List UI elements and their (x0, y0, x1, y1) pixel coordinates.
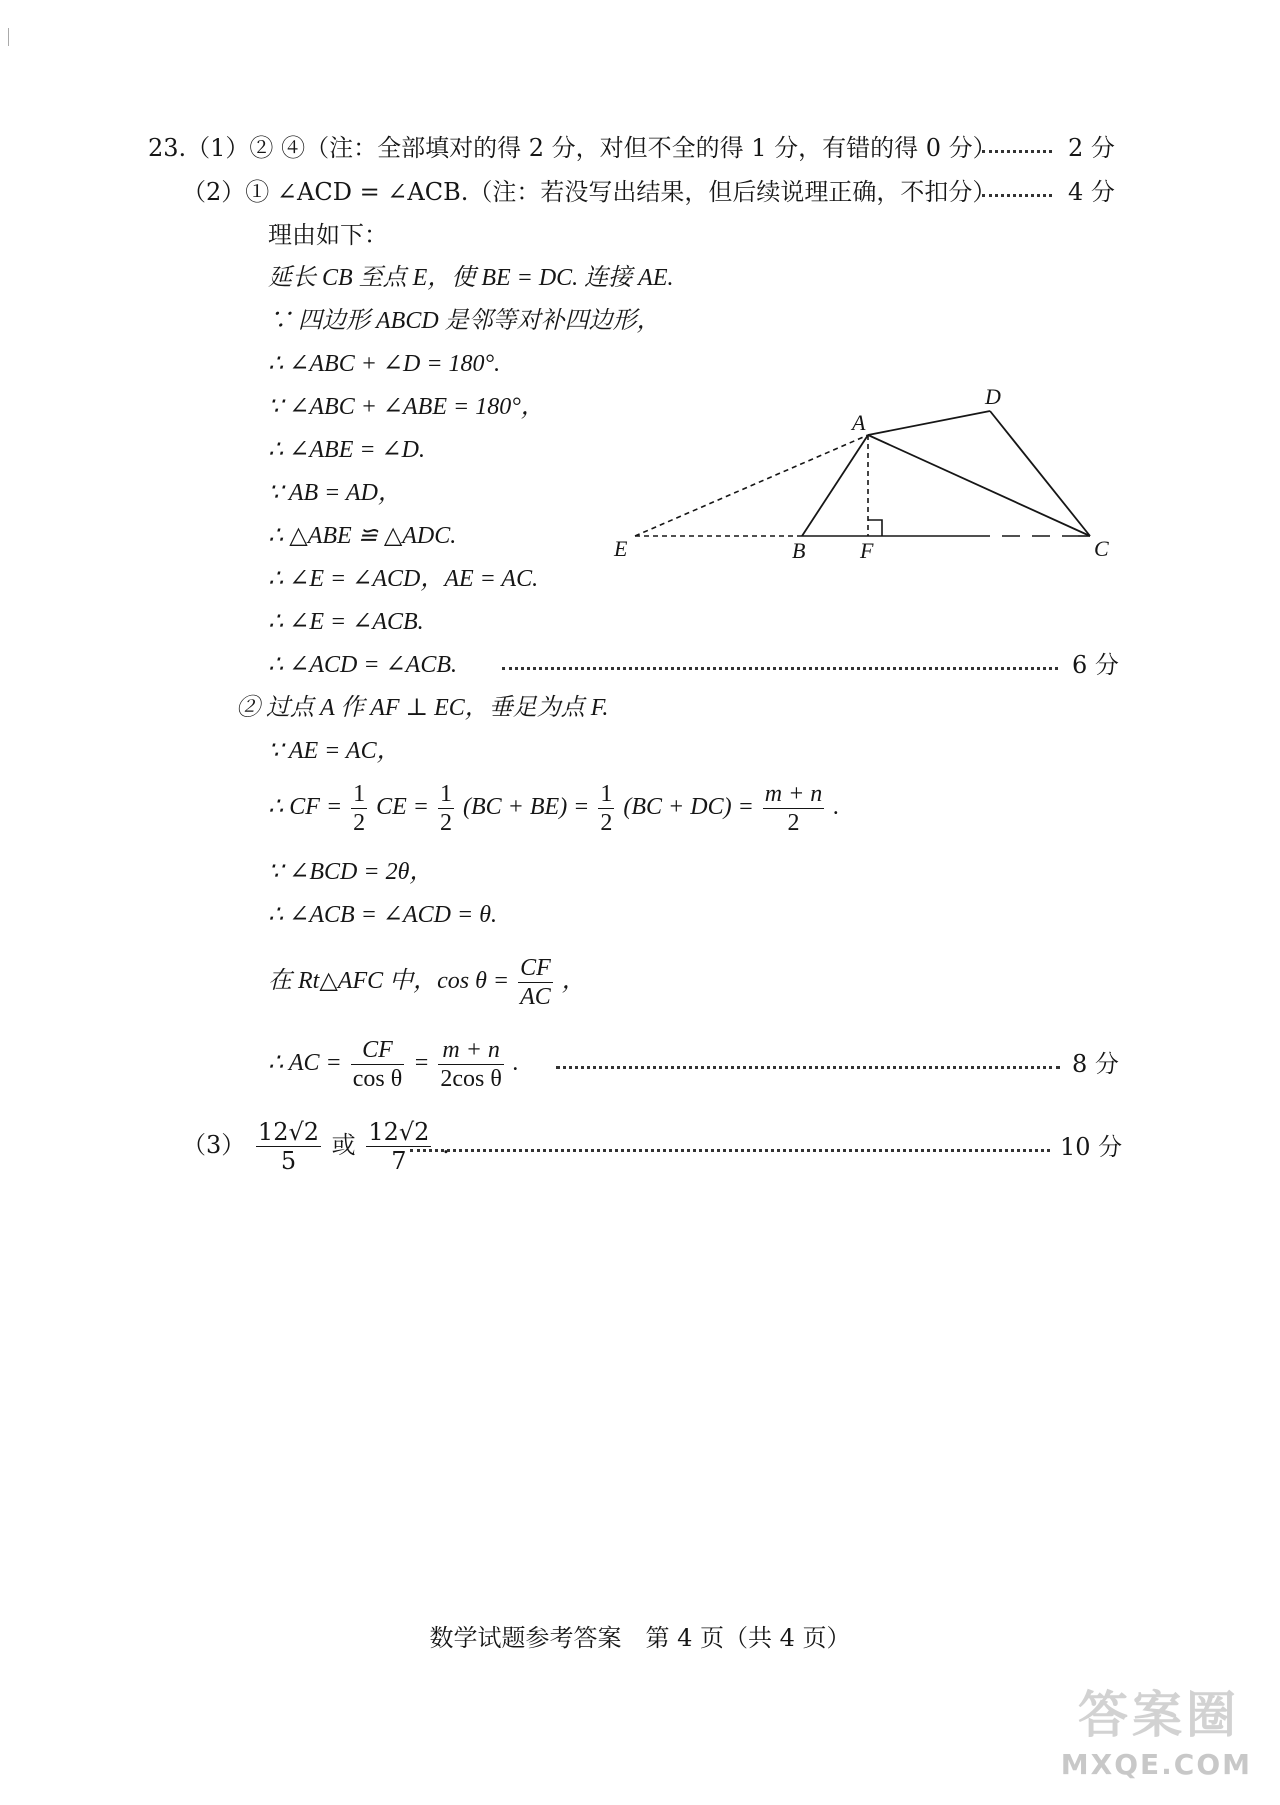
fraction-numerator: m + n (764, 781, 823, 807)
proof-line: ∵ 四边形 ABCD 是邻等对补四边形， (268, 308, 661, 334)
q23-part1: 23.（1）② ④（注：全部填对的得 2 分，对但不全的得 1 分，有错的得 0 分） (148, 134, 997, 162)
score-8: 8 分 (1072, 1050, 1119, 1078)
score-6: 6 分 (1072, 651, 1119, 679)
q23-part3 (182, 1118, 450, 1175)
dot-leader (502, 667, 1058, 670)
proof-line: ∴ ∠ABE = ∠D. (268, 437, 425, 463)
fraction-denominator: AC (520, 984, 551, 1010)
score-4: 4 分 (1068, 178, 1115, 206)
cf-term: CE = (376, 794, 430, 821)
cf-equation (268, 780, 839, 837)
ac-end: . (512, 1050, 519, 1077)
fraction (598, 780, 614, 837)
label-f: F (860, 538, 874, 563)
cf-term: (BC + BE) = (463, 794, 590, 821)
fraction (351, 1036, 405, 1093)
segment-ae (635, 435, 868, 536)
fraction-denominator: 2 (353, 810, 366, 836)
proof-line: ∴ △ABE ≌ △ADC. (268, 523, 457, 549)
dot-leader (982, 150, 1052, 153)
fraction-numerator: m + n (438, 1036, 504, 1065)
dot-leader (410, 1149, 1050, 1152)
proof-line: 延长 CB 至点 E，使 BE = DC. 连接 AE. (268, 265, 674, 291)
scan-edge-mark (8, 28, 9, 46)
fraction-numerator: 12√2 (257, 1118, 320, 1146)
fraction (438, 780, 454, 837)
label-e: E (614, 536, 628, 561)
score-2: 2 分 (1068, 134, 1115, 162)
fraction-denominator: 7 (391, 1147, 407, 1175)
proof-line: ∵ ∠BCD = 2θ， (268, 859, 434, 885)
fraction-denominator: 2 (787, 810, 800, 836)
proof-line: ∴ ∠E = ∠ACB. (268, 609, 424, 635)
proof-line: ∵ ∠ABC + ∠ABE = 180°， (268, 394, 545, 420)
dot-leader (982, 194, 1052, 197)
q23-part2: （2）① ∠ACD = ∠ACB.（注：若没写出结果，但后续说理正确，不扣分） (182, 178, 997, 206)
segment-dc (990, 411, 1090, 536)
fraction-denominator: 5 (280, 1147, 297, 1175)
label-c: C (1094, 536, 1109, 561)
fraction-numerator: 1 (440, 781, 453, 807)
cos-end: ， (561, 968, 586, 995)
fraction (366, 1118, 431, 1175)
label-b: B (792, 538, 806, 563)
cos-equation (268, 954, 586, 1011)
fraction-numerator: CF (351, 1036, 405, 1065)
cos-lead: 在 Rt△AFC 中，cos θ = (268, 968, 510, 995)
fraction-numerator: 1 (600, 781, 613, 807)
proof-line: ∴ ∠ACB = ∠ACD = θ. (268, 902, 497, 928)
proof-line: ∴ ∠ABC + ∠D = 180°. (268, 351, 501, 377)
segment-ac (868, 435, 1090, 536)
fraction-denominator: 2cos θ (440, 1066, 502, 1092)
fraction (256, 1118, 321, 1175)
part3-or: 或 (331, 1131, 356, 1159)
geometry-figure (600, 380, 1160, 570)
proof-line: ∴ ∠ACD = ∠ACB. (268, 652, 458, 678)
fraction (351, 780, 367, 837)
ac-equation (268, 1036, 519, 1093)
fraction-numerator: 12√2 (368, 1118, 430, 1146)
right-angle-mark (868, 520, 882, 536)
label-a: A (852, 410, 866, 435)
fraction (438, 1036, 504, 1093)
fraction-denominator: cos θ (352, 1066, 403, 1092)
fraction-numerator: CF (520, 955, 551, 981)
segment-ad (868, 411, 990, 435)
fraction-denominator: 2 (440, 810, 453, 836)
proof-line: ∴ ∠E = ∠ACD，AE = AC. (268, 566, 539, 592)
cf-lead: ∴ CF = (268, 794, 343, 821)
watermark-site: MXQE.COM (1060, 1748, 1252, 1781)
part3-lead: （3） (182, 1131, 246, 1159)
watermark-logo: 答案圈 (1078, 1686, 1240, 1744)
ac-lead: ∴ AC = (268, 1050, 342, 1077)
proof-line: ∵ AB = AD， (268, 480, 402, 506)
cf-term: (BC + DC) = (623, 794, 754, 821)
fraction (763, 780, 825, 837)
cf-end: . (833, 794, 840, 821)
fraction (518, 954, 553, 1011)
ac-eq: = (413, 1050, 430, 1077)
proof-line: ∵ AE = AC， (268, 738, 401, 764)
page-footer: 数学试题参考答案 第 4 页（共 4 页） (429, 1624, 851, 1652)
fraction-denominator: 2 (600, 810, 613, 836)
label-d: D (985, 384, 1001, 409)
reason-intro: 理由如下： (268, 221, 388, 249)
dot-leader (556, 1066, 1060, 1069)
fraction-numerator: 1 (353, 781, 366, 807)
score-10: 10 分 (1060, 1133, 1123, 1161)
part2-sub2-intro: ② 过点 A 作 AF ⊥ EC，垂足为点 F. (236, 695, 609, 721)
part3-end: . (442, 1131, 450, 1159)
